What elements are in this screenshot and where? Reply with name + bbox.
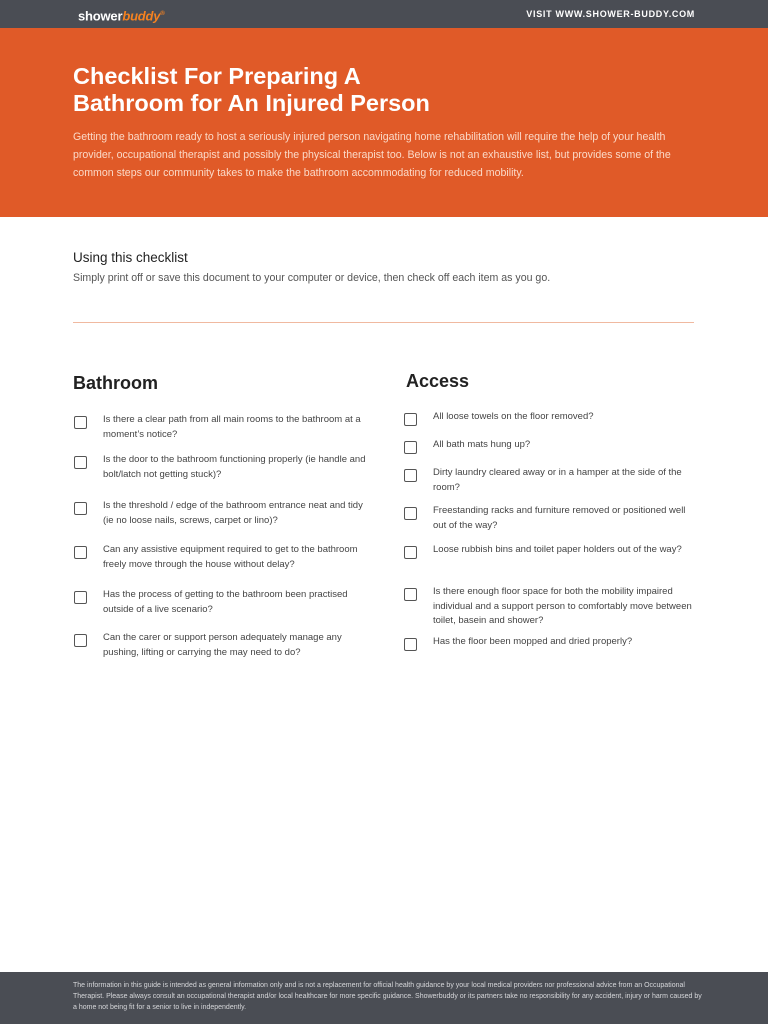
checklist-item-text: All bath mats hung up? <box>433 439 531 450</box>
checkbox[interactable] <box>404 588 417 601</box>
checkbox[interactable] <box>74 502 87 515</box>
checkbox[interactable] <box>404 469 417 482</box>
using-checklist-heading: Using this checklist <box>73 250 188 265</box>
checklist-item-text: Is the door to the bathroom functioning properly (ie handle and bolt/latch not getting stuck)? <box>103 454 366 480</box>
checkbox[interactable] <box>404 441 417 454</box>
using-checklist-text: Simply print off or save this document to your computer or device, then check off each item as you go. <box>73 272 551 284</box>
disclaimer-text: The information in this guide is intended as general information only and is not a replacement for official health guidance by your local medical providers nor professional advice from an Occupational Therapist. Please always consult an occupational therapist and/or local healthcare for more specific guidance. Showerbuddy or its partners take no responsibility for any accident, injury or harm caused by a home not being fit for a senior to live in independently. <box>73 982 702 1011</box>
checklist-item-text: All loose towels on the floor removed? <box>433 411 594 422</box>
checklist-item-text: Can any assistive equipment required to get to the bathroom freely move through the house without delay? <box>103 544 358 570</box>
top-bar <box>0 0 768 28</box>
showerbuddy-logo[interactable] <box>78 6 165 24</box>
intro-paragraph: Getting the bathroom ready to host a seriously injured person navigating home rehabilitation will require the help of your health provider, occupational therapist and possibly the physical therapist too. Below is not an exhaustive list, but provides some of the common steps our community takes to make the bathroom accommodating for reduced mobility. <box>73 131 671 179</box>
checkbox[interactable] <box>74 591 87 604</box>
checklist-item-text: Has the process of getting to the bathroom been practised outside of a live scenario? <box>103 589 348 615</box>
logo-text-buddy: buddy <box>122 8 161 24</box>
page-title: Checklist For Preparing A Bathroom for An Injured Person <box>73 63 430 116</box>
hero-banner <box>0 28 768 217</box>
checklist-item-text: Is the threshold / edge of the bathroom entrance neat and tidy (ie no loose nails, screws, carpet or lino)? <box>103 500 363 526</box>
checklist-item-text: Is there enough floor space for both the mobility impaired individual and a support person to comfortably move between toilet, basein and shower? <box>433 586 692 626</box>
checklist-item-text: Is there a clear path from all main rooms to the bathroom at a moment’s notice? <box>103 414 361 440</box>
checkbox[interactable] <box>74 456 87 469</box>
checkbox[interactable] <box>404 413 417 426</box>
checkbox[interactable] <box>404 546 417 559</box>
checkbox[interactable] <box>404 507 417 520</box>
visit-website-link[interactable]: VISIT WWW.SHOWER-BUDDY.COM <box>526 9 695 19</box>
checklist-item-text: Has the floor been mopped and dried properly? <box>433 636 633 647</box>
checklist-item-text: Freestanding racks and furniture removed or positioned well out of the way? <box>433 505 686 531</box>
footer <box>0 972 768 1024</box>
bathroom-heading: Bathroom <box>73 373 158 393</box>
checklist-item-text: Can the carer or support person adequately manage any pushing, lifting or carrying the may need to do? <box>103 632 342 658</box>
checkbox[interactable] <box>404 638 417 651</box>
checklist-item-text: Dirty laundry cleared away or in a hamper at the side of the room? <box>433 467 682 493</box>
checkbox[interactable] <box>74 546 87 559</box>
logo-text-shower: shower <box>78 8 123 24</box>
section-divider <box>73 322 694 323</box>
checkbox[interactable] <box>74 634 87 647</box>
checklist-item-text: Loose rubbish bins and toilet paper holders out of the way? <box>433 544 682 555</box>
access-heading: Access <box>406 371 470 391</box>
registered-mark: ® <box>160 11 165 17</box>
checkbox[interactable] <box>74 416 87 429</box>
